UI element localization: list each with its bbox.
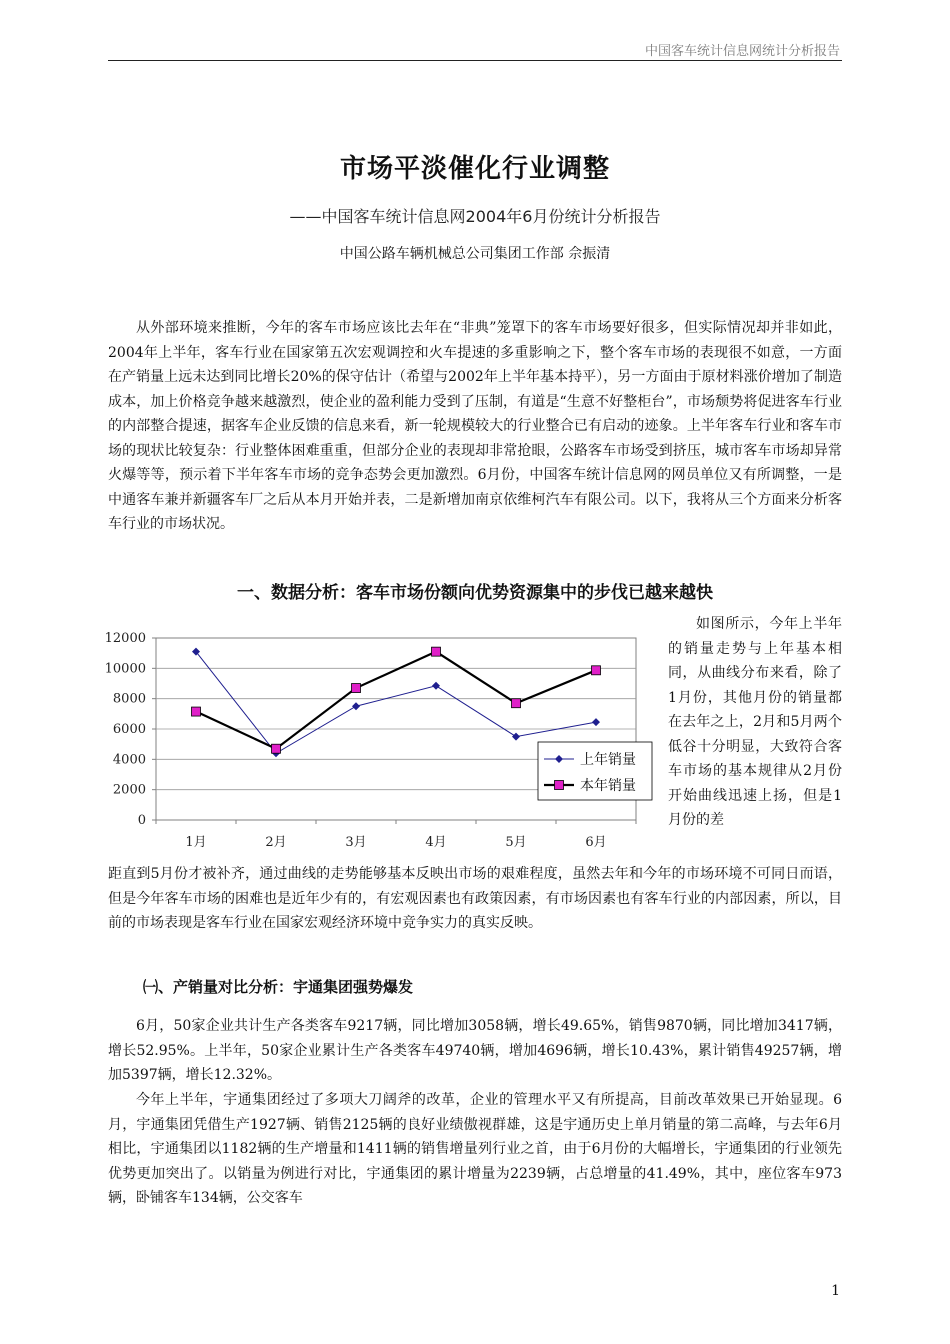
- chart-side-text: 如图所示，今年上半年的销量走势与上年基本相同，从曲线分布来看，除了1月份，其他月份的销量都在去年之上，2月和5月两个低谷十分明显，大致符合客车市场的基本规律从2月份开始曲线迅速上扬，但是1月份的差: [668, 616, 842, 828]
- x-tick-label: 4月: [425, 835, 447, 850]
- x-tick-label: 1月: [185, 835, 207, 850]
- legend-label: 本年销量: [580, 778, 636, 794]
- author-line: 中国公路车辆机械总公司集团工作部 佘振清: [339, 246, 611, 262]
- data-point: [512, 699, 521, 708]
- x-tick-label: 5月: [505, 835, 527, 850]
- data-point: [192, 707, 201, 716]
- y-tick-label: 0: [137, 813, 146, 828]
- running-header: 中国客车统计信息网统计分析报告: [644, 44, 840, 59]
- page-subtitle: ——中国客车统计信息网2004年6月份统计分析报告: [289, 207, 661, 226]
- y-tick-label: 12000: [104, 631, 146, 646]
- data-point: [352, 684, 361, 693]
- section2-heading: ㈠、产销量对比分析：宇通集团强势爆发: [143, 978, 414, 996]
- after-chart-paragraph: 距直到5月份才被补齐，通过曲线的走势能够基本反映出市场的艰难程度，虽然去年和今年的市场环境不可同日而语，但是今年客车市场的困难也是近年少有的，有宏观因素也有政策因素，有市场因素也有客车行业的内部因素，所以，目前的市场表现是客车行业在国家宏观经济环境中竞争实力的真实反映。: [108, 866, 842, 931]
- data-point: [272, 744, 281, 753]
- x-tick-label: 3月: [345, 835, 367, 850]
- x-tick-label: 2月: [265, 835, 287, 850]
- y-tick-label: 6000: [112, 722, 146, 737]
- data-point: [592, 666, 601, 675]
- legend-label: 上年销量: [580, 752, 636, 768]
- y-tick-label: 10000: [104, 661, 146, 677]
- page-title: 市场平淡催化行业调整: [339, 154, 610, 184]
- page-number: 1: [831, 1283, 840, 1299]
- y-tick-label: 8000: [112, 691, 146, 707]
- legend-marker: [555, 781, 564, 790]
- section2-paragraph-1: 6月，50家企业共计生产各类客车9217辆，同比增加3058辆，增长49.65%，销售9870辆，同比增加3417辆，增长52.95%。上半年，50家企业累计生产各类客车49740辆，增加4696辆，增长10.43%，累计销售49257辆，增加5397辆，增长12.32%。: [108, 1018, 842, 1083]
- data-point: [432, 647, 441, 656]
- x-tick-label: 6月: [585, 835, 607, 850]
- header-rule: [108, 60, 842, 61]
- y-tick-label: 4000: [112, 752, 146, 768]
- y-tick-label: 2000: [112, 782, 146, 798]
- sales-line-chart: [96, 620, 656, 860]
- intro-paragraph: 从外部环境来推断，今年的客车市场应该比去年在“非典”笼罩下的客车市场要好很多，但实际情况却并非如此，2004年上半年，客车行业在国家第五次宏观调控和火车提速的多重影响之下，整个客车市场的表现很不如意，一方面在产销量上远未达到同比增长20%的保守估计（希望与2002年上半年基本持平），另一方面由于原材料涨价增加了制造成本，加上价格竞争越来越激烈，使企业的盈利能力受到了压制，有道是“生意不好整柜台”，市场颓势将促进客车行业的内部整合提速，据客车企业反馈的信息来看，新一轮规模较大的行业整合已有启动的迹象。上半年客车行业和客车市场的现状比较复杂：行业整体困难重重，但部分企业的表现却非常抢眼，公路客车市场受到挤压，城市客车市场却异常火爆等等，预示着下半年客车市场的竞争态势会更加激烈。6月份，中国客车统计信息网的网员单位又有所调整，一是中通客车兼并新疆客车厂之后从本月开始并表，二是新增加南京依维柯汽车有限公司。以下，我将从三个方面来分析客车行业的市场状况。: [108, 320, 842, 532]
- section2-paragraph-2: 今年上半年，宇通集团经过了多项大刀阔斧的改革，企业的管理水平又有所提高，目前改革效果已开始显现。6月，宇通集团凭借生产1927辆、销售2125辆的良好业绩傲视群雄，这是宇通历史上单月销量的第二高峰，与去年6月相比，宇通集团以1182辆的生产增量和1411辆的销售增量列行业之首，由于6月份的大幅增长，宇通集团的行业领先优势更加突出了。以销量为例进行对比，宇通集团的累计增量为2239辆，占总增量的41.49%，其中，座位客车973辆，卧铺客车134辆，公交客车: [108, 1092, 842, 1206]
- section1-heading: 一、数据分析：客车市场份额向优势资源集中的步伐已越来越快: [237, 583, 713, 603]
